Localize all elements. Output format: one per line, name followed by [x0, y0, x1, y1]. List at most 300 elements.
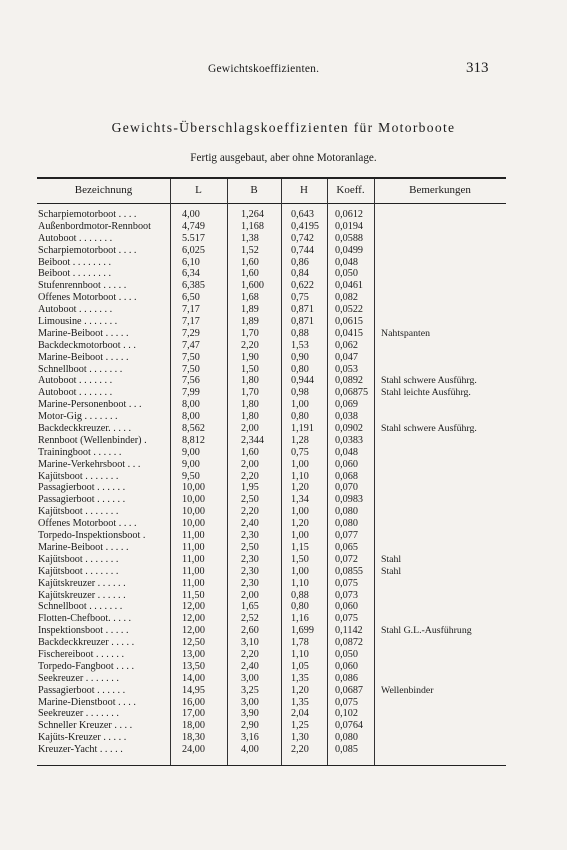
cell-l: 6,34: [182, 268, 200, 280]
cell-koeff: 0,0983: [335, 494, 364, 506]
cell-h: 1,191: [291, 423, 314, 435]
cell-h: 1,10: [291, 577, 309, 589]
cell-b: 3,10: [241, 637, 259, 649]
column-header-b: B: [250, 184, 258, 196]
cell-bezeichnung: Torpedo-Inspektionsboot .: [38, 530, 146, 542]
cell-b: 2,344: [241, 434, 264, 446]
cell-h: 1,28: [291, 434, 309, 446]
cell-koeff: 0,0522: [335, 304, 364, 316]
cell-bezeichnung: Autoboot . . . . . . .: [38, 375, 113, 387]
cell-bezeichnung: Außenbordmotor-Rennboot: [38, 220, 151, 232]
table-row: [37, 364, 506, 376]
cell-b: 4,00: [241, 744, 259, 756]
cell-koeff: 0,0615: [335, 316, 364, 328]
cell-l: 8,562: [182, 423, 205, 435]
cell-b: 2,30: [241, 553, 259, 565]
cell-b: 2,90: [241, 720, 259, 732]
cell-l: 5.517: [182, 232, 205, 244]
table-row: [37, 554, 506, 566]
cell-l: 7,29: [182, 327, 200, 339]
cell-l: 4,00: [182, 209, 200, 220]
cell-bemerkungen: Stahl G.L.-Ausführung: [381, 625, 472, 637]
cell-koeff: 0,077: [335, 530, 358, 542]
cell-h: 1,10: [291, 470, 309, 482]
cell-b: 1,50: [241, 363, 259, 375]
table-subtitle: Fertig ausgebaut, aber ohne Motoranlage.: [190, 152, 377, 164]
cell-bezeichnung: Limousine . . . . . . .: [38, 316, 118, 328]
column-header-bemerkungen: Bemerkungen: [409, 184, 471, 196]
cell-b: 1,60: [241, 256, 259, 268]
cell-l: 13,50: [182, 660, 205, 672]
column-header-koeff: Koeff.: [336, 184, 365, 196]
cell-koeff: 0,0687: [335, 684, 364, 696]
cell-b: 2,50: [241, 494, 259, 506]
cell-l: 10,00: [182, 506, 205, 518]
cell-h: 1,50: [291, 553, 309, 565]
cell-bezeichnung: Passagierboot . . . . . .: [38, 482, 126, 494]
coefficient-table: [37, 177, 506, 767]
cell-h: 1,34: [291, 494, 309, 506]
cell-h: 0,80: [291, 363, 309, 375]
cell-bezeichnung: Backdeckkreuzer. . . . .: [38, 423, 132, 435]
cell-h: 0,80: [291, 411, 309, 423]
cell-l: 18,00: [182, 720, 205, 732]
cell-bezeichnung: Backdeckkreuzer . . . . .: [38, 637, 135, 649]
cell-koeff: 0,075: [335, 613, 358, 625]
cell-l: 10,00: [182, 494, 205, 506]
cell-l: 11,00: [182, 541, 205, 553]
cell-koeff: 0,048: [335, 256, 358, 268]
cell-bezeichnung: Schneller Kreuzer . . . .: [38, 720, 133, 732]
cell-l: 6,025: [182, 244, 205, 256]
cell-bemerkungen: Stahl: [381, 553, 402, 565]
cell-b: 2,50: [241, 541, 259, 553]
cell-bezeichnung: Kreuzer-Yacht . . . . .: [38, 744, 123, 756]
cell-h: 0,84: [291, 268, 309, 280]
cell-b: 1,80: [241, 375, 259, 387]
cell-l: 4,749: [182, 220, 205, 232]
table-row: [37, 352, 506, 364]
cell-bezeichnung: Kajütsboot . . . . . . .: [38, 506, 119, 518]
table-row: [37, 209, 506, 221]
page-header: [0, 60, 567, 82]
table-row: [37, 280, 506, 292]
table-row: [37, 613, 506, 625]
cell-l: 6,385: [182, 280, 205, 292]
cell-b: 1,89: [241, 304, 259, 316]
cell-l: 12,00: [182, 601, 205, 613]
cell-b: 2,30: [241, 530, 259, 542]
cell-b: 1,70: [241, 387, 259, 399]
cell-koeff: 0,0415: [335, 327, 364, 339]
cell-bezeichnung: Offenes Motorboot . . . .: [38, 292, 137, 304]
cell-koeff: 0,060: [335, 660, 358, 672]
cell-bemerkungen: Wellenbinder: [381, 684, 434, 696]
cell-koeff: 0,060: [335, 601, 358, 613]
cell-bezeichnung: Kajütsboot . . . . . . .: [38, 470, 119, 482]
cell-l: 7,17: [182, 316, 200, 328]
cell-l: 12,00: [182, 613, 205, 625]
cell-b: 2,20: [241, 506, 259, 518]
cell-bezeichnung: Motor-Gig . . . . . . .: [38, 411, 118, 423]
cell-h: 1,35: [291, 696, 309, 708]
cell-h: 1,25: [291, 720, 309, 732]
cell-bezeichnung: Stufenrennboot . . . . .: [38, 280, 127, 292]
cell-l: 12,50: [182, 637, 205, 649]
cell-bemerkungen: Stahl schwere Ausführg.: [381, 423, 477, 435]
cell-l: 10,00: [182, 518, 205, 530]
cell-koeff: 0,038: [335, 411, 358, 423]
cell-bezeichnung: Schnellboot . . . . . . .: [38, 363, 123, 375]
cell-koeff: 0,1142: [335, 625, 363, 637]
bottom-rule: [37, 765, 506, 766]
cell-bezeichnung: Kajütsboot . . . . . . .: [38, 565, 119, 577]
table-row: [37, 423, 506, 435]
cell-bezeichnung: Marine-Dienstboot . . . .: [38, 696, 136, 708]
cell-bezeichnung: Scharpiemotorboot . . . .: [38, 209, 137, 220]
cell-b: 2,30: [241, 577, 259, 589]
cell-b: 2,40: [241, 518, 259, 530]
table-row: [37, 506, 506, 518]
cell-l: 7,50: [182, 363, 200, 375]
cell-b: 1,68: [241, 292, 259, 304]
cell-koeff: 0,0461: [335, 280, 364, 292]
cell-l: 7,56: [182, 375, 200, 387]
table-row: [37, 340, 506, 352]
cell-koeff: 0,060: [335, 458, 358, 470]
cell-koeff: 0,0383: [335, 434, 364, 446]
cell-bezeichnung: Autoboot . . . . . . .: [38, 232, 113, 244]
page-number: 313: [466, 60, 489, 76]
cell-h: 0,75: [291, 292, 309, 304]
table-row: [37, 697, 506, 709]
cell-b: 3,00: [241, 696, 259, 708]
cell-bezeichnung: Backdeckmotorboot . . .: [38, 339, 136, 351]
cell-bezeichnung: Schnellboot . . . . . . .: [38, 601, 123, 613]
cell-koeff: 0,0612: [335, 209, 364, 220]
cell-h: 0,86: [291, 256, 309, 268]
cell-bezeichnung: Kajüts-Kreuzer . . . . .: [38, 732, 127, 744]
cell-bezeichnung: Scharpiemotorboot . . . .: [38, 244, 137, 256]
table-title: Gewichts-Überschlagskoeffizienten für Motorboote: [111, 120, 456, 135]
cell-bezeichnung: Inspektionsboot . . . . .: [38, 625, 129, 637]
cell-l: 11,50: [182, 589, 205, 601]
cell-l: 11,00: [182, 577, 205, 589]
cell-bezeichnung: Autoboot . . . . . . .: [38, 387, 113, 399]
cell-h: 2,20: [291, 744, 309, 756]
table-row: [37, 566, 506, 578]
cell-koeff: 0,0902: [335, 423, 364, 435]
table-row: [37, 268, 506, 280]
cell-l: 9,50: [182, 470, 200, 482]
cell-koeff: 0,073: [335, 589, 358, 601]
cell-bezeichnung: Seekreuzer . . . . . . .: [38, 672, 119, 684]
cell-bezeichnung: Passagierboot . . . . . .: [38, 494, 126, 506]
table-row: [37, 661, 506, 673]
cell-koeff: 0,062: [335, 339, 358, 351]
cell-h: 1,699: [291, 625, 314, 637]
table-row: [37, 649, 506, 661]
table-row: [37, 494, 506, 506]
cell-l: 11,00: [182, 553, 205, 565]
cell-b: 3,16: [241, 732, 259, 744]
cell-b: 2,20: [241, 470, 259, 482]
table-row: [37, 518, 506, 530]
cell-koeff: 0,0764: [335, 720, 364, 732]
cell-b: 1,60: [241, 268, 259, 280]
cell-h: 0,75: [291, 446, 309, 458]
cell-l: 17,00: [182, 708, 205, 720]
cell-b: 1,95: [241, 482, 259, 494]
table-row: [37, 685, 506, 697]
table-row: [37, 221, 506, 233]
table-row: [37, 530, 506, 542]
cell-bezeichnung: Marine-Beiboot . . . . .: [38, 327, 129, 339]
cell-koeff: 0,0499: [335, 244, 364, 256]
cell-l: 8,00: [182, 399, 200, 411]
cell-koeff: 0,047: [335, 351, 358, 363]
cell-h: 1,00: [291, 565, 309, 577]
cell-b: 2,00: [241, 589, 259, 601]
cell-koeff: 0,086: [335, 672, 358, 684]
cell-bemerkungen: Nahtspanten: [381, 327, 430, 339]
cell-koeff: 0,0588: [335, 232, 364, 244]
cell-b: 2,40: [241, 660, 259, 672]
table-row: [37, 459, 506, 471]
cell-h: 1,05: [291, 660, 309, 672]
cell-h: 0,871: [291, 316, 314, 328]
cell-l: 8,812: [182, 434, 205, 446]
cell-koeff: 0,085: [335, 744, 358, 756]
cell-b: 1,80: [241, 399, 259, 411]
cell-koeff: 0,0855: [335, 565, 364, 577]
cell-b: 2,20: [241, 339, 259, 351]
cell-bemerkungen: Stahl schwere Ausführg.: [381, 375, 477, 387]
cell-h: 1,10: [291, 648, 309, 660]
cell-l: 9,00: [182, 446, 200, 458]
table-row: [37, 471, 506, 483]
table-row: [37, 387, 506, 399]
cell-h: 2,04: [291, 708, 309, 720]
cell-b: 1,600: [241, 280, 264, 292]
cell-l: 14,95: [182, 684, 205, 696]
cell-h: 1,20: [291, 482, 309, 494]
cell-b: 1,89: [241, 316, 259, 328]
table-row: [37, 542, 506, 554]
cell-l: 6,10: [182, 256, 200, 268]
cell-bezeichnung: Kajütskreuzer . . . . . .: [38, 589, 126, 601]
cell-b: 1,60: [241, 446, 259, 458]
cell-l: 7,50: [182, 351, 200, 363]
table-row: [37, 590, 506, 602]
table-row: [37, 578, 506, 590]
cell-h: 1,35: [291, 672, 309, 684]
cell-bezeichnung: Marine-Beiboot . . . . .: [38, 541, 129, 553]
cell-koeff: 0,080: [335, 518, 358, 530]
cell-bezeichnung: Marine-Beiboot . . . . .: [38, 351, 129, 363]
cell-h: 1,15: [291, 541, 309, 553]
cell-l: 11,00: [182, 565, 205, 577]
cell-b: 1,90: [241, 351, 259, 363]
header-rule: [37, 203, 506, 204]
cell-bezeichnung: Seekreuzer . . . . . . .: [38, 708, 119, 720]
table-row: [37, 720, 506, 732]
cell-b: 3,90: [241, 708, 259, 720]
cell-h: 0,742: [291, 232, 314, 244]
cell-l: 6,50: [182, 292, 200, 304]
cell-b: 2,60: [241, 625, 259, 637]
table-row: [37, 304, 506, 316]
cell-l: 13,00: [182, 648, 205, 660]
cell-h: 1,20: [291, 684, 309, 696]
table-row: [37, 399, 506, 411]
cell-b: 1,80: [241, 411, 259, 423]
cell-h: 0,90: [291, 351, 309, 363]
column-header-bezeichnung: Bezeichnung: [74, 184, 133, 196]
cell-koeff: 0,069: [335, 399, 358, 411]
cell-bezeichnung: Kajütskreuzer . . . . . .: [38, 577, 126, 589]
cell-b: 2,00: [241, 423, 259, 435]
cell-koeff: 0,072: [335, 553, 358, 565]
cell-h: 1,00: [291, 399, 309, 411]
cell-bezeichnung: Marine-Verkehrsboot . . .: [38, 458, 141, 470]
running-title: Gewichtskoeffizienten.: [208, 63, 320, 75]
cell-koeff: 0,075: [335, 577, 358, 589]
table-row: [37, 732, 506, 744]
table-row: [37, 744, 506, 756]
cell-h: 1,20: [291, 518, 309, 530]
cell-bezeichnung: Autoboot . . . . . . .: [38, 304, 113, 316]
cell-b: 1,70: [241, 327, 259, 339]
cell-h: 0,88: [291, 327, 309, 339]
table-row: [37, 447, 506, 459]
cell-bezeichnung: Beiboot . . . . . . . .: [38, 268, 112, 280]
cell-h: 1,16: [291, 613, 309, 625]
table-row: [37, 601, 506, 613]
cell-koeff: 0,082: [335, 292, 358, 304]
cell-bezeichnung: Passagierboot . . . . . .: [38, 684, 126, 696]
cell-bemerkungen: Stahl: [381, 565, 402, 577]
cell-h: 0,744: [291, 244, 314, 256]
top-rule: [37, 177, 506, 179]
cell-l: 16,00: [182, 696, 205, 708]
cell-koeff: 0,048: [335, 446, 358, 458]
cell-h: 0,88: [291, 589, 309, 601]
cell-l: 8,00: [182, 411, 200, 423]
cell-koeff: 0,075: [335, 696, 358, 708]
table-row: [37, 328, 506, 340]
cell-h: 0,4195: [291, 220, 320, 232]
cell-h: 0,944: [291, 375, 314, 387]
cell-koeff: 0,06875: [335, 387, 369, 399]
cell-koeff: 0,070: [335, 482, 358, 494]
table-row: [37, 292, 506, 304]
cell-b: 1,264: [241, 209, 264, 220]
cell-bezeichnung: Kajütsboot . . . . . . .: [38, 553, 119, 565]
cell-koeff: 0,080: [335, 732, 358, 744]
cell-h: 0,98: [291, 387, 309, 399]
cell-h: 0,80: [291, 601, 309, 613]
cell-bezeichnung: Fischereiboot . . . . . .: [38, 648, 125, 660]
table-row: [37, 637, 506, 649]
cell-l: 7,47: [182, 339, 200, 351]
cell-koeff: 0,0872: [335, 637, 364, 649]
cell-h: 1,30: [291, 732, 309, 744]
cell-bezeichnung: Trainingboot . . . . . .: [38, 446, 122, 458]
cell-b: 3,00: [241, 672, 259, 684]
cell-b: 1,38: [241, 232, 259, 244]
table-row: [37, 257, 506, 269]
cell-b: 1,168: [241, 220, 264, 232]
cell-b: 2,00: [241, 458, 259, 470]
column-header-h: H: [300, 184, 308, 196]
cell-l: 11,00: [182, 530, 205, 542]
cell-b: 2,30: [241, 565, 259, 577]
table-row: [37, 316, 506, 328]
cell-koeff: 0,065: [335, 541, 358, 553]
table-row: [37, 245, 506, 257]
cell-l: 14,00: [182, 672, 205, 684]
cell-bezeichnung: Rennboot (Wellenbinder) .: [38, 434, 147, 446]
cell-h: 0,643: [291, 209, 314, 220]
table-body: [37, 209, 506, 756]
cell-koeff: 0,053: [335, 363, 358, 375]
cell-l: 18,30: [182, 732, 205, 744]
cell-bezeichnung: Marine-Personenboot . . .: [38, 399, 142, 411]
cell-h: 0,871: [291, 304, 314, 316]
cell-l: 12,00: [182, 625, 205, 637]
cell-h: 1,00: [291, 530, 309, 542]
cell-koeff: 0,0892: [335, 375, 364, 387]
cell-h: 1,78: [291, 637, 309, 649]
cell-b: 2,20: [241, 648, 259, 660]
table-row: [37, 708, 506, 720]
cell-h: 0,622: [291, 280, 314, 292]
table-row: [37, 375, 506, 387]
cell-b: 1,52: [241, 244, 259, 256]
cell-l: 9,00: [182, 458, 200, 470]
table-row: [37, 482, 506, 494]
cell-koeff: 0,0194: [335, 220, 364, 232]
cell-h: 1,00: [291, 506, 309, 518]
cell-h: 1,00: [291, 458, 309, 470]
cell-h: 1,53: [291, 339, 309, 351]
cell-bezeichnung: Beiboot . . . . . . . .: [38, 256, 112, 268]
cell-b: 3,25: [241, 684, 259, 696]
cell-l: 10,00: [182, 482, 205, 494]
cell-bemerkungen: Stahl leichte Ausführg.: [381, 387, 471, 399]
cell-koeff: 0,080: [335, 506, 358, 518]
cell-bezeichnung: Torpedo-Fangboot . . . .: [38, 660, 135, 672]
column-header-l: L: [195, 184, 202, 196]
cell-koeff: 0,068: [335, 470, 358, 482]
table-row: [37, 435, 506, 447]
cell-l: 7,99: [182, 387, 200, 399]
cell-koeff: 0,050: [335, 648, 358, 660]
cell-koeff: 0,102: [335, 708, 358, 720]
table-row: [37, 673, 506, 685]
table-row: [37, 411, 506, 423]
cell-b: 1,65: [241, 601, 259, 613]
cell-l: 7,17: [182, 304, 200, 316]
cell-l: 24,00: [182, 744, 205, 756]
cell-bezeichnung: Flotten-Chefboot. . . . .: [38, 613, 132, 625]
cell-b: 2,52: [241, 613, 259, 625]
cell-koeff: 0,050: [335, 268, 358, 280]
table-row: [37, 233, 506, 245]
cell-bezeichnung: Offenes Motorboot . . . .: [38, 518, 137, 530]
table-row: [37, 625, 506, 637]
